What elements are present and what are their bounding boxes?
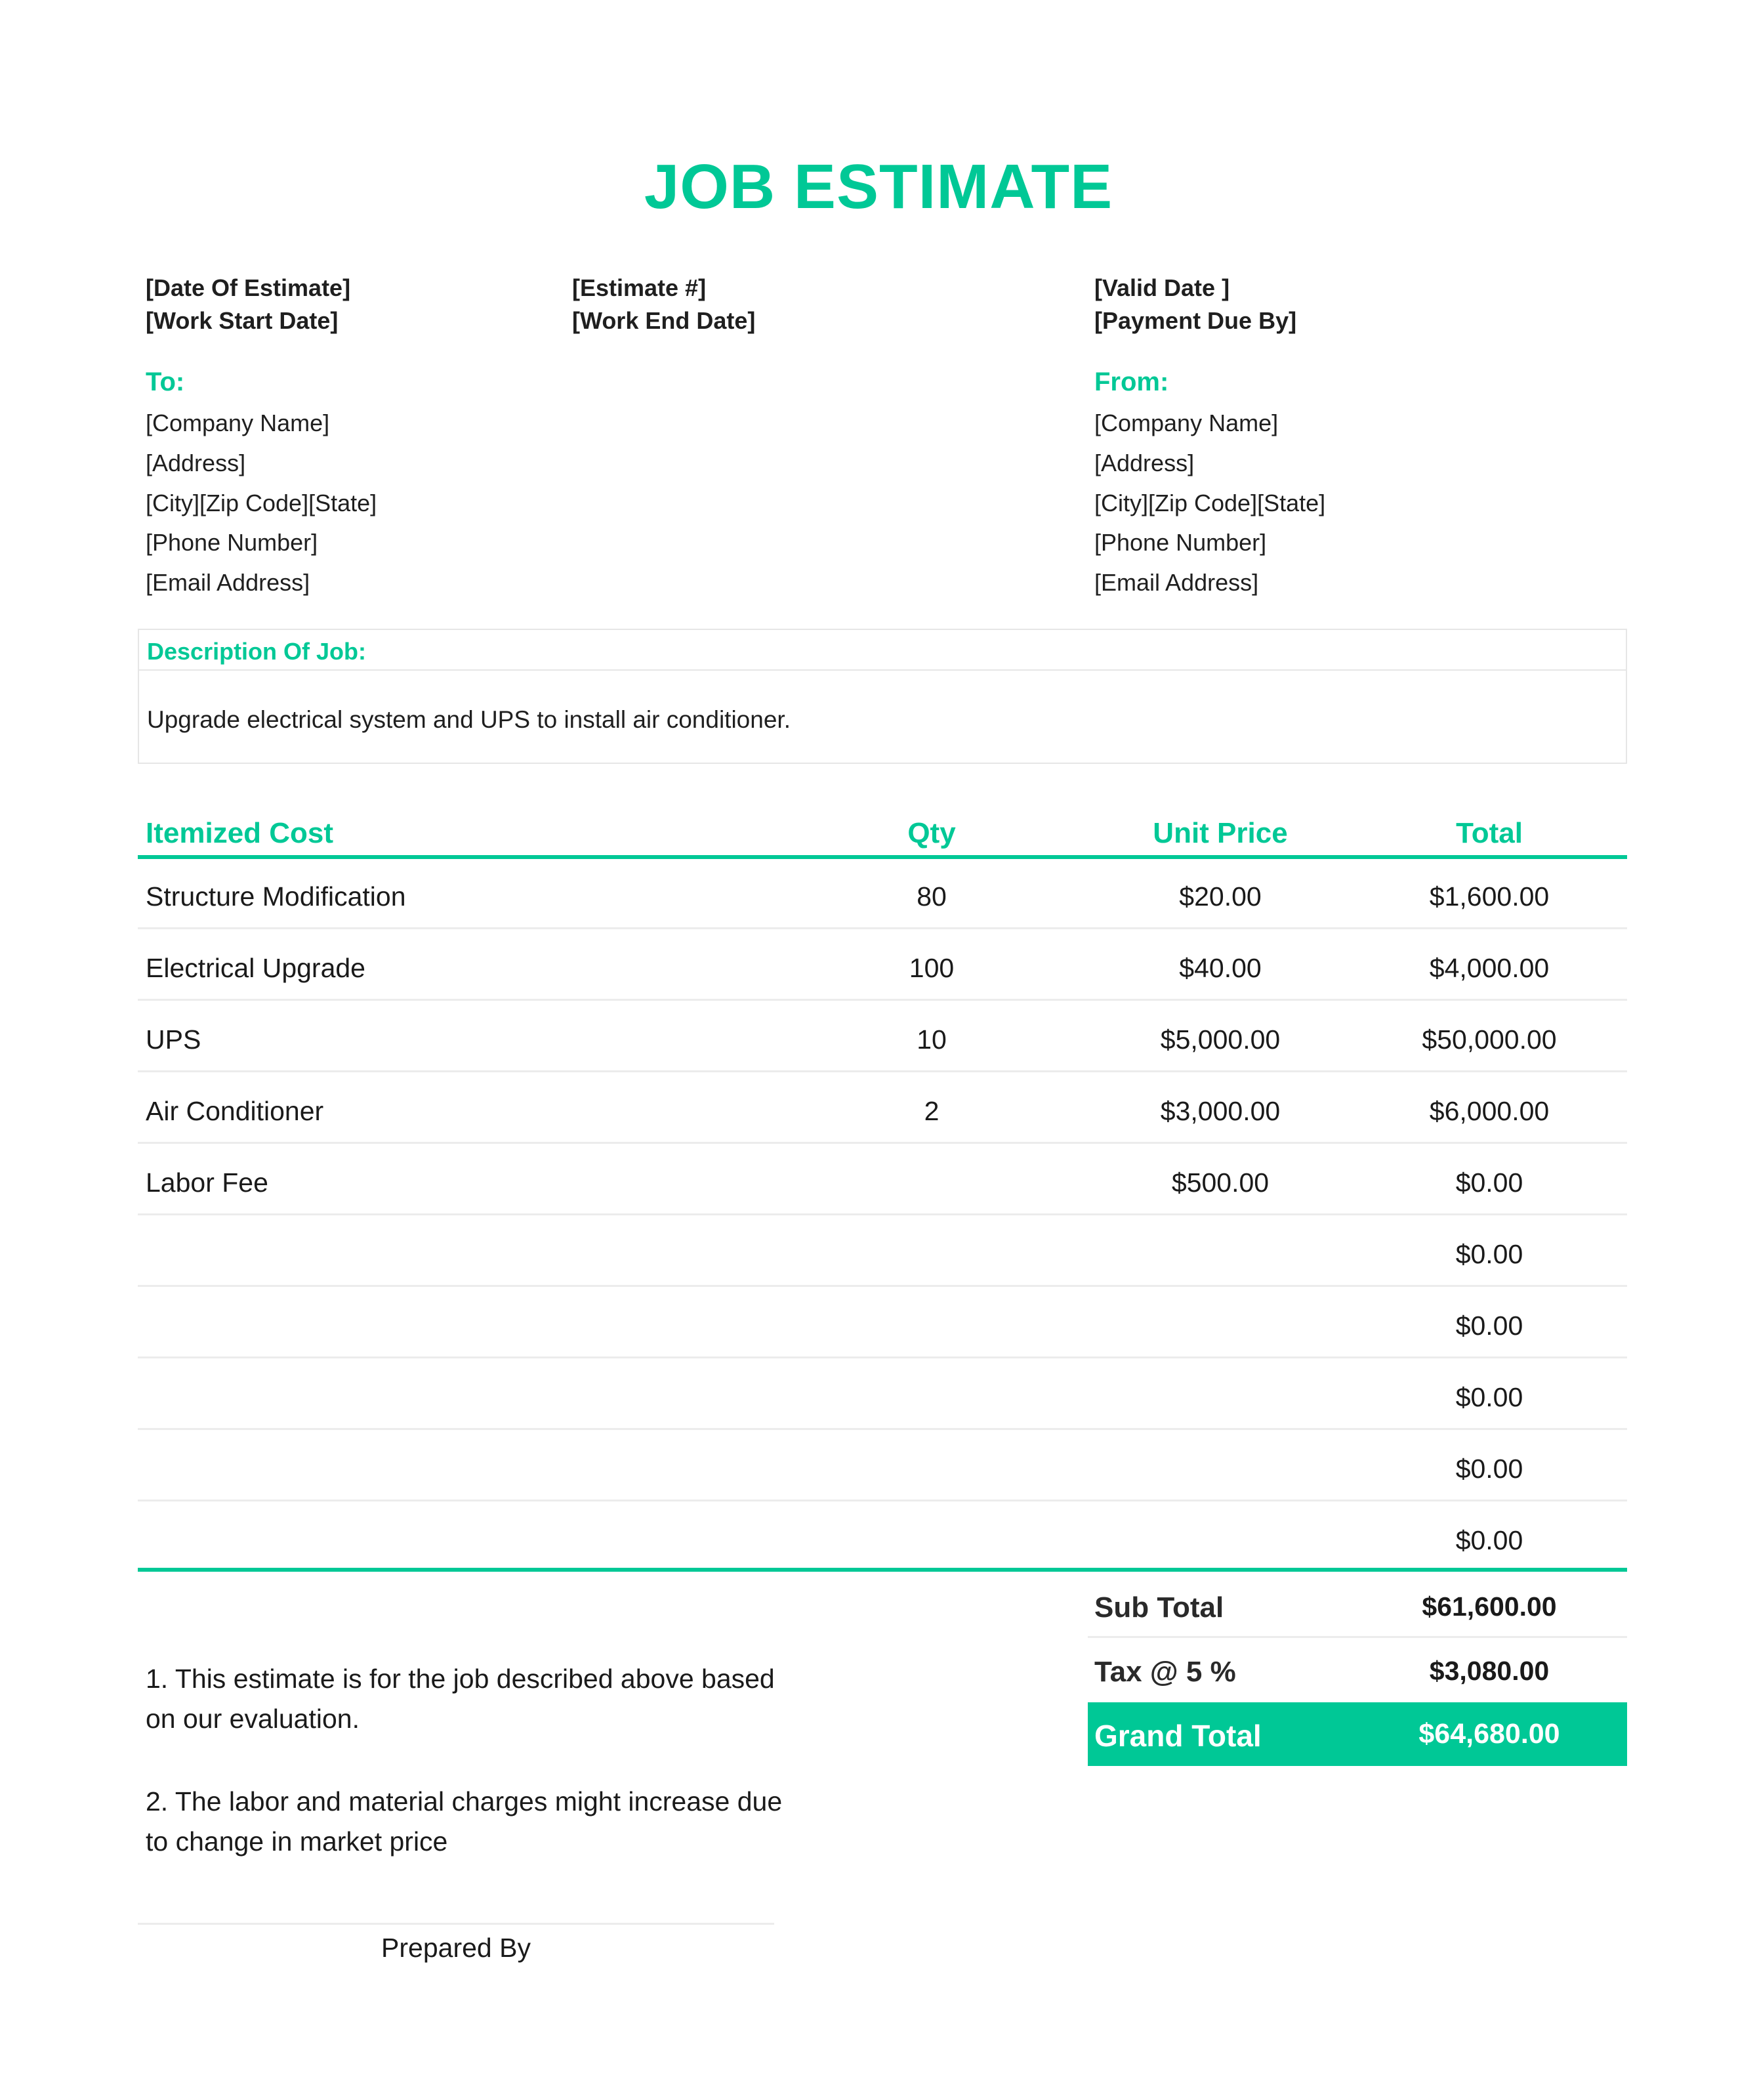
row-item[interactable]: Electrical Upgrade <box>146 953 365 983</box>
row-unit-price[interactable]: $20.00 <box>1179 881 1262 912</box>
note-1: 1. This estimate is for the job described above based on our evaluation. <box>146 1664 775 1734</box>
row-total: $0.00 <box>1455 1239 1523 1269</box>
grand-total-label: Grand Total <box>1094 1719 1262 1753</box>
subtotal-label: Sub Total <box>1094 1591 1224 1624</box>
row-item[interactable]: Labor Fee <box>146 1167 268 1198</box>
tax-value: $3,080.00 <box>1429 1656 1550 1686</box>
to-city-zip-state[interactable]: [City][Zip Code][State] <box>146 490 377 516</box>
grand-total-value: $64,680.00 <box>1418 1718 1560 1750</box>
description-label: Description Of Job: <box>147 638 367 665</box>
to-label: To: <box>146 368 185 396</box>
row-total: $0.00 <box>1455 1311 1523 1341</box>
prepared-by-label: Prepared By <box>381 1933 531 1963</box>
row-total: $1,600.00 <box>1429 881 1550 912</box>
to-email[interactable]: [Email Address] <box>146 569 310 596</box>
row-divider <box>138 1285 1627 1287</box>
subtotal-value: $61,600.00 <box>1422 1591 1557 1622</box>
row-unit-price[interactable]: $40.00 <box>1179 953 1262 983</box>
tax-label: Tax @ 5 % <box>1094 1656 1236 1688</box>
row-divider <box>138 1070 1627 1072</box>
row-item[interactable]: UPS <box>146 1024 201 1055</box>
header-itemized-cost: Itemized Cost <box>146 817 334 849</box>
row-total: $0.00 <box>1455 1167 1523 1198</box>
from-company[interactable]: [Company Name] <box>1094 410 1279 436</box>
row-unit-price[interactable]: $3,000.00 <box>1160 1096 1281 1126</box>
row-total: $0.00 <box>1455 1382 1523 1412</box>
row-divider <box>138 1428 1627 1430</box>
row-qty[interactable]: 100 <box>909 953 955 983</box>
from-email[interactable]: [Email Address] <box>1094 569 1259 596</box>
row-qty[interactable]: 2 <box>924 1096 940 1126</box>
row-divider <box>138 1356 1627 1358</box>
header-divider <box>138 855 1627 859</box>
row-divider <box>138 1500 1627 1502</box>
row-unit-price[interactable]: $500.00 <box>1171 1167 1270 1198</box>
description-box <box>138 629 1627 764</box>
header-total: Total <box>1456 817 1523 849</box>
description-text[interactable]: Upgrade electrical system and UPS to install air conditioner. <box>147 706 791 733</box>
to-company[interactable]: [Company Name] <box>146 410 330 436</box>
note-2: 2. The labor and material charges might increase due to change in market price <box>146 1786 783 1857</box>
row-item[interactable]: Air Conditioner <box>146 1096 324 1126</box>
row-total: $0.00 <box>1455 1454 1523 1484</box>
date-of-estimate[interactable]: [Date Of Estimate] <box>146 274 351 301</box>
subtotal-divider <box>1088 1636 1627 1638</box>
row-unit-price[interactable]: $5,000.00 <box>1160 1024 1281 1055</box>
table-footer-divider <box>138 1568 1627 1572</box>
row-total: $6,000.00 <box>1429 1096 1550 1126</box>
row-total: $0.00 <box>1455 1525 1523 1555</box>
row-qty[interactable]: 80 <box>917 881 947 912</box>
payment-due-by[interactable]: [Payment Due By] <box>1094 307 1297 334</box>
header-unit-price: Unit Price <box>1153 817 1288 849</box>
work-end-date[interactable]: [Work End Date] <box>572 307 756 334</box>
row-qty[interactable]: 10 <box>917 1024 947 1055</box>
row-divider <box>138 1213 1627 1215</box>
row-divider <box>138 999 1627 1001</box>
to-address[interactable]: [Address] <box>146 450 246 476</box>
from-address[interactable]: [Address] <box>1094 450 1195 476</box>
valid-date[interactable]: [Valid Date ] <box>1094 274 1230 301</box>
row-divider <box>138 927 1627 929</box>
page-title: JOB ESTIMATE <box>644 152 1113 222</box>
row-total: $4,000.00 <box>1429 953 1550 983</box>
from-label: From: <box>1094 368 1169 396</box>
row-total: $50,000.00 <box>1422 1024 1557 1055</box>
from-phone[interactable]: [Phone Number] <box>1094 529 1267 556</box>
estimate-number[interactable]: [Estimate #] <box>572 274 707 301</box>
signature-line[interactable] <box>138 1923 774 1925</box>
header-qty: Qty <box>907 817 956 849</box>
work-start-date[interactable]: [Work Start Date] <box>146 307 339 334</box>
row-item[interactable]: Structure Modification <box>146 881 406 912</box>
from-city-zip-state[interactable]: [City][Zip Code][State] <box>1094 490 1326 516</box>
to-phone[interactable]: [Phone Number] <box>146 529 318 556</box>
row-divider <box>138 1142 1627 1144</box>
